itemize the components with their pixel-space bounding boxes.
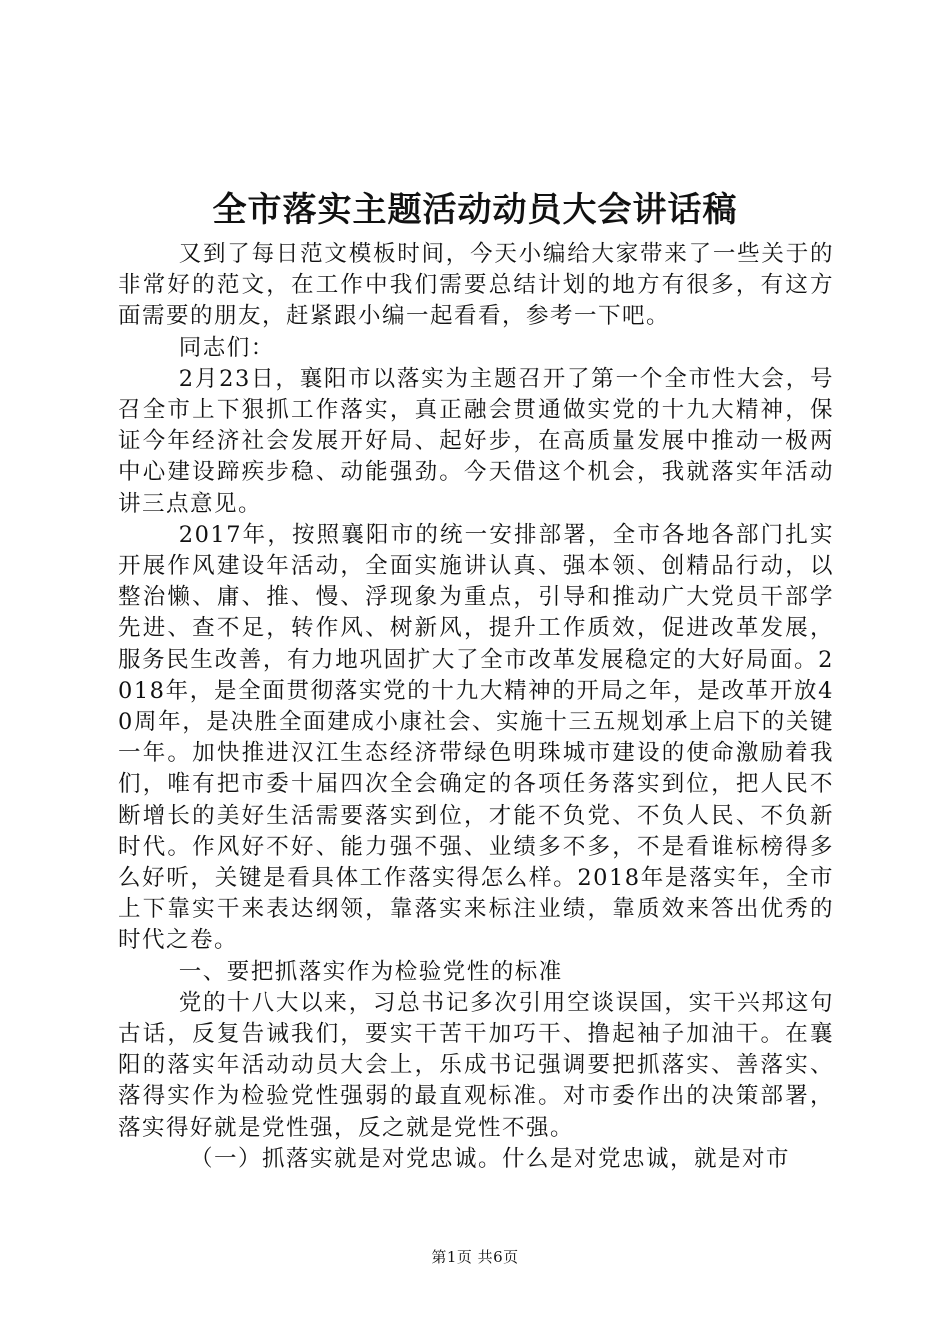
page-footer: 第1页 共6页: [431, 1248, 519, 1266]
subsection-paragraph: （一）抓落实就是对党忠诚。什么是对党忠诚，就是对市: [190, 1145, 791, 1172]
section-heading: 一、要把抓落实作为检验党性的标准: [178, 958, 563, 985]
salutation: 同志们：: [178, 334, 275, 361]
document-title: 全市落实主题活动动员大会讲话稿: [212, 190, 738, 230]
body-paragraph: 党的十八大以来，习总书记多次引用空谈误国，实干兴邦这句古话，反复告诫我们，要实干苦干加巧干、撸起袖子加油干。在襄阳的落实年活动动员大会上，乐成书记强调要把抓落实、善落实、落得实作为检验党性强弱的最直观标准。对市委作出的决策部署，落实得好就是党性强，反之就是党性不强。: [118, 989, 834, 1141]
body-paragraph: 2017年，按照襄阳市的统一安排部署，全市各地各部门扎实开展作风建设年活动，全面实施讲认真、强本领、创精品行动，以整治懒、庸、推、慢、浮现象为重点，引导和推动广大党员干部学先进、查不足，转作风、树新风，提升工作质效，促进改革发展，服务民生改善，有力地巩固扩大了全市改革发展稳定的大好局面。2018年，是全面贯彻落实党的十九大精神的开局之年，是改革开放40周年，是决胜全面建成小康社会、实施十三五规划承上启下的关键一年。加快推进汉江生态经济带绿色明珠城市建设的使命激励着我们，唯有把市委十届四次全会确定的各项任务落实到位，把人民不断增长的美好生活需要落实到位，才能不负党、不负人民、不负新时代。作风好不好、能力强不强、业绩多不多，不是看谁标榜得多么好听，关键是看具体工作落实得怎么样。2018年是落实年，全市上下靠实干来表达纲领，靠落实来标注业绩，靠质效来答出优秀的时代之卷。: [118, 521, 834, 954]
document-body: [118, 239, 834, 1175]
body-paragraph: 2月23日，襄阳市以落实为主题召开了第一个全市性大会，号召全市上下狠抓工作落实，真正融会贯通做实党的十九大精神，保证今年经济社会发展开好局、起好步，在高质量发展中推动一极两中心建设蹄疾步稳、动能强劲。今天借这个机会，我就落实年活动讲三点意见。: [118, 365, 834, 517]
intro-paragraph: 又到了每日范文模板时间，今天小编给大家带来了一些关于的非常好的范文，在工作中我们需要总结计划的地方有很多，有这方面需要的朋友，赶紧跟小编一起看看，参考一下吧。: [118, 241, 834, 330]
